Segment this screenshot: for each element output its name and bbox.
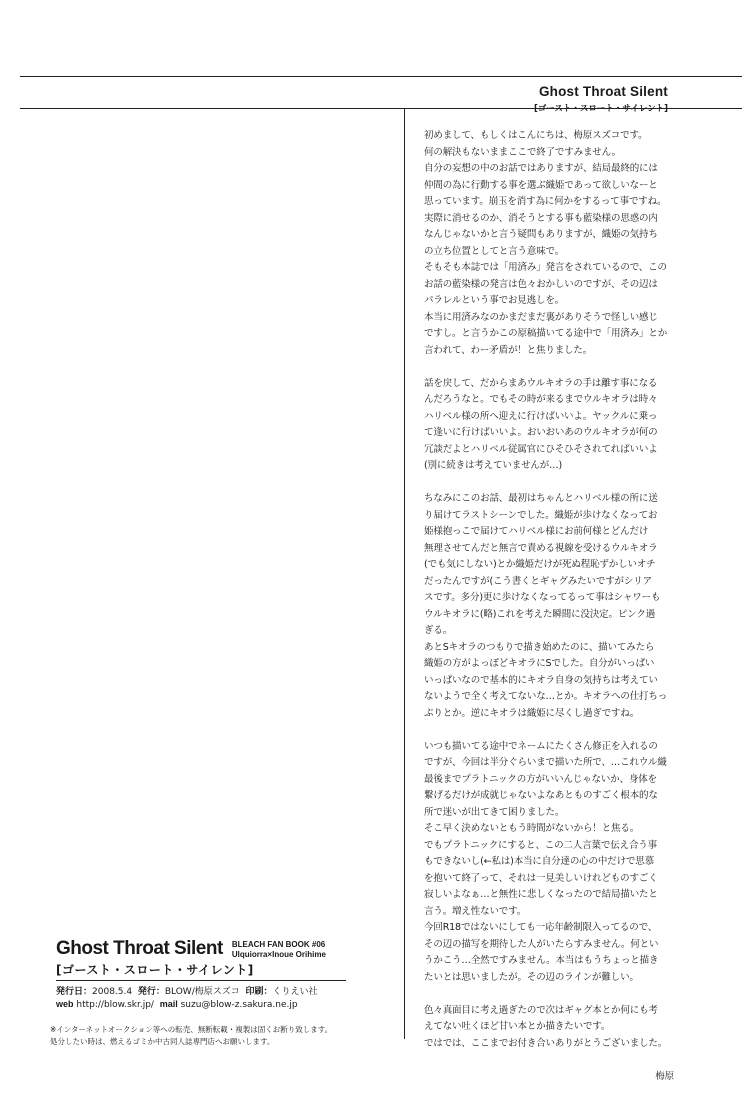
book-series: BLEACH FAN BOOK #06	[231, 940, 326, 949]
author-signature: 梅原	[655, 1070, 674, 1082]
colophon-kana-title: [ゴースト・スロート・サイレント]	[56, 963, 254, 977]
web-url: http://blow.skr.jp/	[76, 1000, 154, 1010]
printer-label: 印刷：	[245, 986, 273, 996]
afterword-paragraph-4: いつも描いてる途中でネームにたくさん修正を入れるの ですが、今回は半分ぐらいまで描いた所で、…これウル織 最後までプラトニックの方がいいんじゃないか、身体を 繋げるだけが成就じゃないよなあとものすごく根本的な 所で迷いが出てきて困りました。 そこ早く決めないともう時間がないから！と焦る。 でもプラトニックにすると、この二人言葉で伝え合う事 もできないし(←私は)本当に自分達の心の中だけで思慕 を抱いて終了って、それは一見美しいけれどものすごく 寂しいよなぁ…と無性に悲しくなったので結局描いたと 言う。増え性ないです。 今回R18ではないにしても一応年齢制限入ってるので、 その辺の描写を期待した人がいたらすみません。何とい うかこう…全然ですみません。本当はもうちょっと描き たいとは思いましたが。その辺のラインが難しい。	[424, 740, 667, 983]
afterword-paragraph-1: 初めまして、もしくはこんにちは、梅原スズコです。 何の解決もないままここで終了ですみません。 自分の妄想の中のお話ではありますが、結局最終的には 仲間の為に行動する事を選ぶ織姫であって欲しいなーと 思っています。崩玉を消す為に何かをするって事ですね。 実際に消せるのか、消そうとする事も藍染様の思惑の内 なんじゃないかと言う疑問もありますが、織姫の気持ち の立ち位置としてと言う意味で。 そもそも本誌では「用済み」発言をされているので、この お話の藍染様の発言は色々おかしいのですが、その辺は パラレルという事でお見逃しを。 本当に用済みなのかまだまだ裏がありそうで怪しい感じ ですし。と言うかこの原稿描いてる途中で「用済み」とか 言われて、わー矛盾が！と焦りました。	[424, 130, 668, 356]
publisher-label: 発行：	[137, 986, 165, 996]
afterword-paragraph-2: 話を戻して、だからまあウルキオラの手は離す事になる んだろうなと。でもその時が来るまでウルキオラは時々 ハリベル様の所へ迎えに行けばいいよ。ヤックルに乗っ て逢いに行けばいいよ。おいおいあのウルキオラが何の 冗談だよとハリベル従属官にひそひそされてればいいよ (別に続きは考えていませんが…)	[424, 377, 658, 471]
colophon-contact-line	[56, 998, 396, 1011]
running-header-subtitle: [ゴースト・スロート・サイレント]	[533, 104, 668, 114]
top-rule	[20, 76, 742, 77]
running-header-title: Ghost Throat Silent	[538, 84, 668, 99]
afterword-paragraph-3: ちなみにこのお話、最初はちゃんとハリベル様の所に送 り届けてラストシーンでした。織姫が歩けなくなってお 姫様抱っこで届けてハリベル様にお前何様とどんだけ 無理させてんだと無言で責める視線を受けるウルキオラ (でも気にしない)とか織姫だけが死ぬ程恥ずかしいオチ だったんですが(こう書くとギャグみたいですがシリア スです。多分)更に歩けなくなってるって事はシャワーも ウルキオラに(略)これを考えた瞬間に没決定。ピンク過 ぎる。 あとSキオラのつもりで描き始めたのに、描いてみたら 織姫の方がよっぽどキオラにSでした。自分がいっぱい いっぱいなので基本的にキオラ自身の気持ちは考えてい ないようで全く考えてないな…とか。キオラへの仕打ちっ ぷりとか。逆にキオラは織姫に尽くし過ぎですね。	[424, 493, 668, 719]
printer-name: くりえい社	[272, 987, 318, 997]
colophon	[56, 938, 396, 1011]
colophon-publication-line	[56, 985, 396, 998]
web-label: web	[56, 999, 74, 1009]
colophon-rule	[56, 980, 346, 981]
column-divider	[404, 109, 405, 1039]
publisher-name: BLOW/梅原スズコ	[164, 987, 240, 997]
afterword-text	[424, 128, 674, 1085]
published-label: 発行日：	[56, 986, 93, 996]
published-date: 2008.5.4	[92, 987, 133, 997]
mail-label: mail	[159, 999, 178, 1009]
afterword-paragraph-5: 色々真面目に考え過ぎたので次はギャグ本とか何にも考 えてない吐くほど甘い本とか描きたいです。 ではでは、ここまでお付き合いありがとうございました。	[424, 1004, 668, 1049]
colophon-title: Ghost Throat Silent	[56, 938, 223, 959]
mail-address: suzu@blow-z.sakura.ne.jp	[180, 1000, 298, 1010]
resale-notice: ※インターネットオークション等への転売、無断転載・複製は固くお断り致します。 処分したい時は、燃えるゴミか中古同人誌専門店へお願いします。	[50, 1025, 333, 1046]
book-pairing: Ulquiorra×Inoue Orihime	[231, 950, 326, 959]
colophon-book-info	[232, 940, 326, 960]
header-rule	[20, 108, 742, 109]
